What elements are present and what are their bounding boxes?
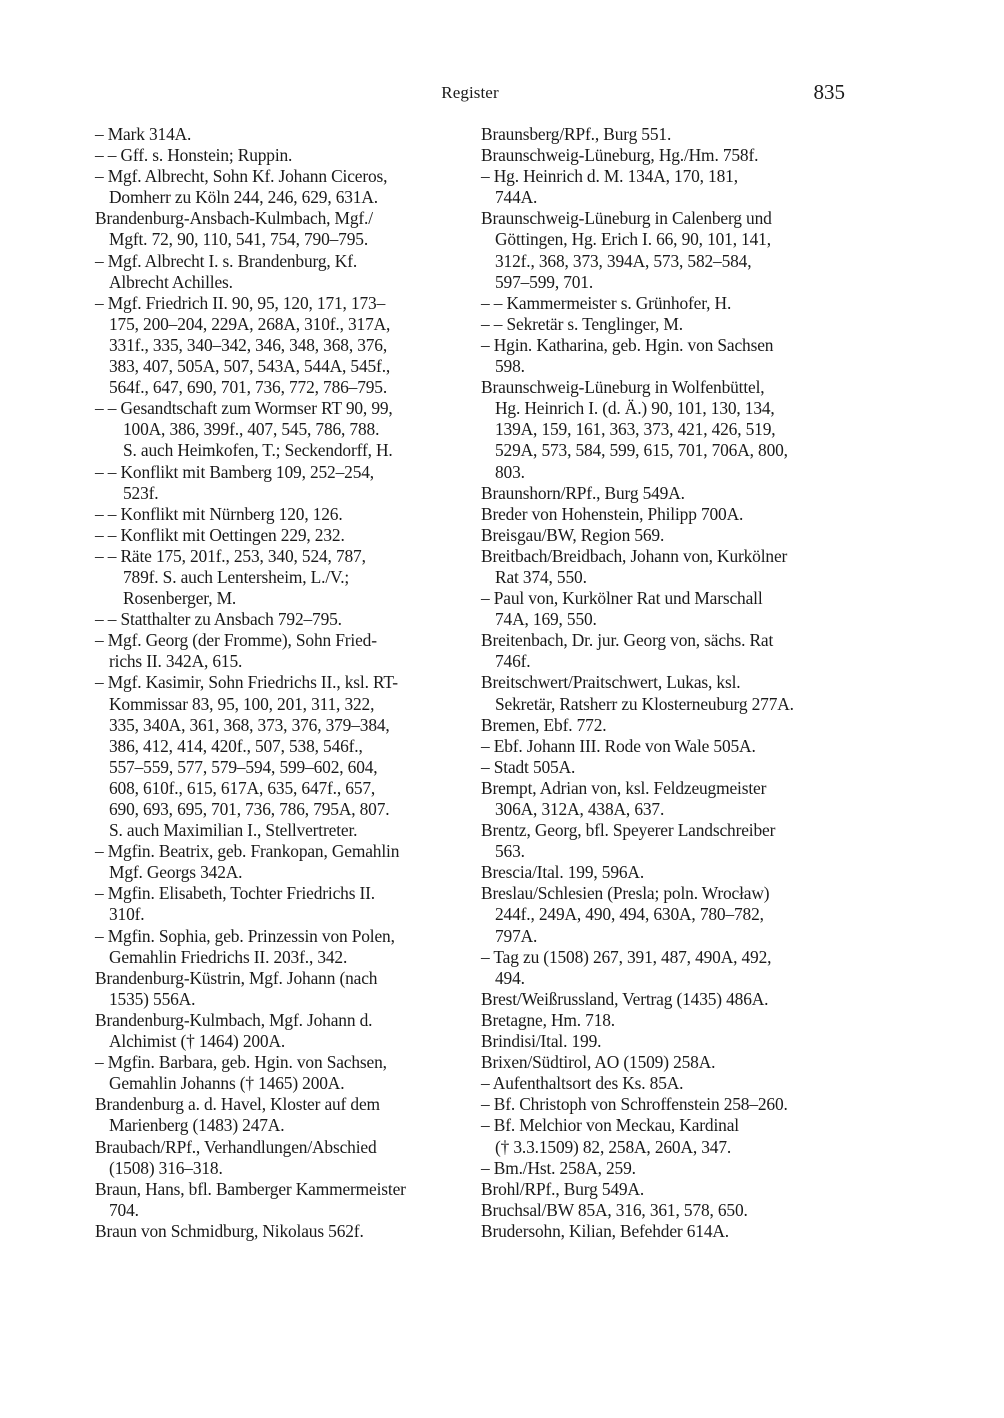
- index-entry: – Mgf. Georg (der Fromme), Sohn Fried-: [95, 630, 377, 651]
- index-entry: – Mark 314A.: [95, 124, 192, 144]
- index-entry-continuation: Marienberg (1483) 247A.: [109, 1115, 285, 1136]
- index-entry: – Bf. Christoph von Schroffenstein 258–260.: [481, 1094, 788, 1115]
- index-entry-continuation: 139A, 159, 161, 363, 373, 421, 426, 519,: [495, 419, 776, 440]
- index-entry: – Stadt 505A.: [481, 756, 576, 777]
- index-entry-continuation: 608, 610f., 615, 617A, 635, 647f., 657,: [109, 777, 376, 798]
- index-entry-continuation: Gemahlin Friedrichs II. 203f., 342.: [109, 946, 348, 967]
- index-entry-continuation: 100A, 386, 399f., 407, 545, 786, 788.: [123, 419, 380, 440]
- index-entry: Breitschwert/Praitschwert, Lukas, ksl.: [481, 672, 741, 693]
- index-entry: Brudersohn, Kilian, Befehder 614A.: [481, 1220, 729, 1241]
- index-entry: Breisgau/BW, Region 569.: [481, 524, 665, 545]
- page-number: 835: [813, 80, 845, 104]
- index-entry-continuation: 704.: [109, 1199, 139, 1220]
- index-entry: – Mgf. Albrecht I. s. Brandenburg, Kf.: [95, 250, 358, 271]
- index-entry-continuation: Mgf. Georgs 342A.: [109, 862, 243, 883]
- index-entry-continuation: 494.: [495, 967, 525, 988]
- index-entry: Brest/Weißrussland, Vertrag (1435) 486A.: [481, 988, 769, 1009]
- index-entry-continuation: Sekretär, Ratsherr zu Klosterneuburg 277A.: [495, 693, 794, 714]
- index-entry-continuation: 803.: [495, 461, 525, 482]
- index-entry: Bretagne, Hm. 718.: [481, 1009, 615, 1030]
- index-entry: Brixen/Südtirol, AO (1509) 258A.: [481, 1052, 716, 1073]
- index-entry: Breder von Hohenstein, Philipp 700A.: [481, 503, 744, 524]
- index-entry-continuation: Albrecht Achilles.: [109, 271, 233, 292]
- index-entry: – Ebf. Johann III. Rode von Wale 505A.: [481, 735, 756, 756]
- index-entry: – – Statthalter zu Ansbach 792–795.: [95, 609, 342, 630]
- index-entry-continuation: 244f., 249A, 490, 494, 630A, 780–782,: [495, 904, 764, 925]
- index-entry: Braunschweig-Lüneburg in Calenberg und: [481, 208, 772, 229]
- index-entry-continuation: 564f., 647, 690, 701, 736, 772, 786–795.: [109, 377, 388, 398]
- index-entry: – – Gesandtschaft zum Wormser RT 90, 99,: [95, 398, 393, 419]
- index-entry-continuation: S. auch Maximilian I., Stellvertreter.: [109, 820, 358, 841]
- index-entry-continuation: 306A, 312A, 438A, 637.: [495, 799, 665, 819]
- index-entry-continuation: 744A.: [495, 187, 538, 208]
- index-entry: Bruchsal/BW 85A, 316, 361, 578, 650.: [481, 1199, 748, 1220]
- index-entry-continuation: 789f. S. auch Lentersheim, L./V.;: [123, 566, 350, 587]
- index-entry: – Mgfin. Sophia, geb. Prinzessin von Polen,: [95, 925, 395, 946]
- running-head: [0, 80, 1004, 106]
- index-entry: Breitbach/Breidbach, Johann von, Kurkölner: [481, 545, 788, 566]
- index-entry: Breitenbach, Dr. jur. Georg von, sächs. Rat: [481, 630, 774, 651]
- index-entry-continuation: S. auch Heimkofen, T.; Seckendorff, H.: [123, 440, 393, 461]
- index-entry: – – Gff. s. Honstein; Ruppin.: [95, 145, 293, 166]
- index-entry: Brohl/RPf., Burg 549A.: [481, 1178, 645, 1199]
- index-entry-continuation: 310f.: [109, 904, 145, 925]
- index-entry: Brempt, Adrian von, ksl. Feldzeugmeister: [481, 777, 767, 798]
- index-entry: – – Sekretär s. Tenglinger, M.: [481, 313, 683, 334]
- index-entry-continuation: Alchimist († 1464) 200A.: [109, 1031, 286, 1052]
- index-entry: – – Räte 175, 201f., 253, 340, 524, 787,: [95, 545, 366, 566]
- index-entry-continuation: Hg. Heinrich I. (d. Ä.) 90, 101, 130, 134,: [495, 398, 775, 419]
- index-entry-continuation: 175, 200–204, 229A, 268A, 310f., 317A,: [109, 313, 391, 334]
- index-entry-continuation: († 3.3.1509) 82, 258A, 260A, 347.: [495, 1136, 732, 1157]
- index-entry: – – Konflikt mit Bamberg 109, 252–254,: [95, 461, 374, 482]
- index-entry-continuation: 529A, 573, 584, 599, 615, 701, 706A, 800,: [495, 440, 788, 461]
- index-entry: Brandenburg-Ansbach-Kulmbach, Mgf./: [95, 208, 373, 229]
- index-entry: – Mgf. Friedrich II. 90, 95, 120, 171, 173–: [95, 292, 386, 313]
- index-entry-continuation: 383, 407, 505A, 507, 543A, 544A, 545f.,: [109, 356, 391, 377]
- index-entry: Breslau/Schlesien (Presla; poln. Wrocław): [481, 883, 770, 904]
- index-entry: – – Konflikt mit Oettingen 229, 232.: [95, 524, 345, 545]
- index-entry: – Mgfin. Elisabeth, Tochter Friedrichs II.: [95, 883, 376, 904]
- index-entry-continuation: Göttingen, Hg. Erich I. 66, 90, 101, 141,: [495, 229, 771, 250]
- index-entry: Braunschweig-Lüneburg, Hg./Hm. 758f.: [481, 145, 759, 166]
- index-entry-continuation: Mgft. 72, 90, 110, 541, 754, 790–795.: [109, 229, 369, 250]
- index-entry-continuation: 386, 412, 414, 420f., 507, 538, 546f.,: [109, 735, 363, 756]
- index-column-left: [95, 124, 475, 1242]
- index-entry: – Tag zu (1508) 267, 391, 487, 490A, 492,: [481, 946, 772, 967]
- index-entry-continuation: richs II. 342A, 615.: [109, 651, 243, 672]
- index-entry: Braunshorn/RPf., Burg 549A.: [481, 482, 685, 503]
- index-entry-continuation: Domherr zu Köln 244, 246, 629, 631A.: [109, 187, 378, 208]
- index-entry: Brentz, Georg, bfl. Speyerer Landschreiber: [481, 820, 776, 841]
- index-entry-continuation: 598.: [495, 356, 525, 377]
- index-entry-continuation: 690, 693, 695, 701, 736, 786, 795A, 807.: [109, 799, 390, 819]
- index-entry: Braunsberg/RPf., Burg 551.: [481, 124, 672, 144]
- index-entry: Braubach/RPf., Verhandlungen/Abschied: [95, 1136, 377, 1157]
- index-column-right: [481, 124, 861, 1242]
- running-title: Register: [441, 83, 499, 102]
- index-entry-continuation: 335, 340A, 361, 368, 373, 376, 379–384,: [109, 714, 390, 735]
- index-entry-continuation: 74A, 169, 550.: [495, 609, 597, 630]
- index-entry-continuation: 1535) 556A.: [109, 988, 196, 1009]
- index-entry: – Hgin. Katharina, geb. Hgin. von Sachsen: [481, 334, 774, 355]
- index-entry: – Mgf. Kasimir, Sohn Friedrichs II., ksl. RT-: [95, 672, 398, 693]
- index-entry: Braun von Schmidburg, Nikolaus 562f.: [95, 1220, 364, 1241]
- index-entry-continuation: 312f., 368, 373, 394A, 573, 582–584,: [495, 250, 752, 271]
- index-entry: Brandenburg a. d. Havel, Kloster auf dem: [95, 1094, 380, 1115]
- index-entry: Brandenburg-Kulmbach, Mgf. Johann d.: [95, 1009, 373, 1030]
- index-entry: – Bm./Hst. 258A, 259.: [481, 1157, 636, 1178]
- index-entry: Brescia/Ital. 199, 596A.: [481, 862, 645, 883]
- index-entry-continuation: Gemahlin Johanns († 1465) 200A.: [109, 1073, 345, 1094]
- index-entry: – Paul von, Kurkölner Rat und Marschall: [481, 588, 763, 609]
- index-entry-continuation: 597–599, 701.: [495, 271, 594, 292]
- index-entry: – Aufenthaltsort des Ks. 85A.: [481, 1073, 684, 1094]
- index-entry: Brindisi/Ital. 199.: [481, 1031, 602, 1052]
- index-entry: – Hg. Heinrich d. M. 134A, 170, 181,: [481, 166, 738, 187]
- index-entry: – Mgf. Albrecht, Sohn Kf. Johann Ciceros,: [95, 166, 388, 187]
- index-entry-continuation: (1508) 316–318.: [109, 1157, 223, 1178]
- index-entry-continuation: 523f.: [123, 482, 159, 503]
- index-entry: Braunschweig-Lüneburg in Wolfenbüttel,: [481, 377, 765, 398]
- index-entry: – Mgfin. Barbara, geb. Hgin. von Sachsen,: [95, 1052, 387, 1073]
- index-entry: – – Konflikt mit Nürnberg 120, 126.: [95, 503, 343, 524]
- index-entry-continuation: 746f.: [495, 651, 531, 672]
- index-entry-continuation: 331f., 335, 340–342, 346, 348, 368, 376,: [109, 334, 388, 355]
- index-entry: – – Kammermeister s. Grünhofer, H.: [481, 292, 732, 313]
- index-entry-continuation: 563.: [495, 841, 525, 862]
- index-entry: – Mgfin. Beatrix, geb. Frankopan, Gemahlin: [95, 841, 400, 862]
- index-entry-continuation: 797A.: [495, 925, 538, 946]
- index-entry-continuation: Rosenberger, M.: [123, 588, 237, 609]
- index-entry: Braun, Hans, bfl. Bamberger Kammermeister: [95, 1178, 406, 1199]
- index-entry-continuation: Kommissar 83, 95, 100, 201, 311, 322,: [109, 693, 375, 714]
- index-entry-continuation: 557–559, 577, 579–594, 599–602, 604,: [109, 756, 378, 777]
- index-entry: – Bf. Melchior von Meckau, Kardinal: [481, 1115, 739, 1136]
- index-entry: Brandenburg-Küstrin, Mgf. Johann (nach: [95, 967, 378, 988]
- index-entry: Bremen, Ebf. 772.: [481, 714, 607, 735]
- index-entry-continuation: Rat 374, 550.: [495, 566, 587, 587]
